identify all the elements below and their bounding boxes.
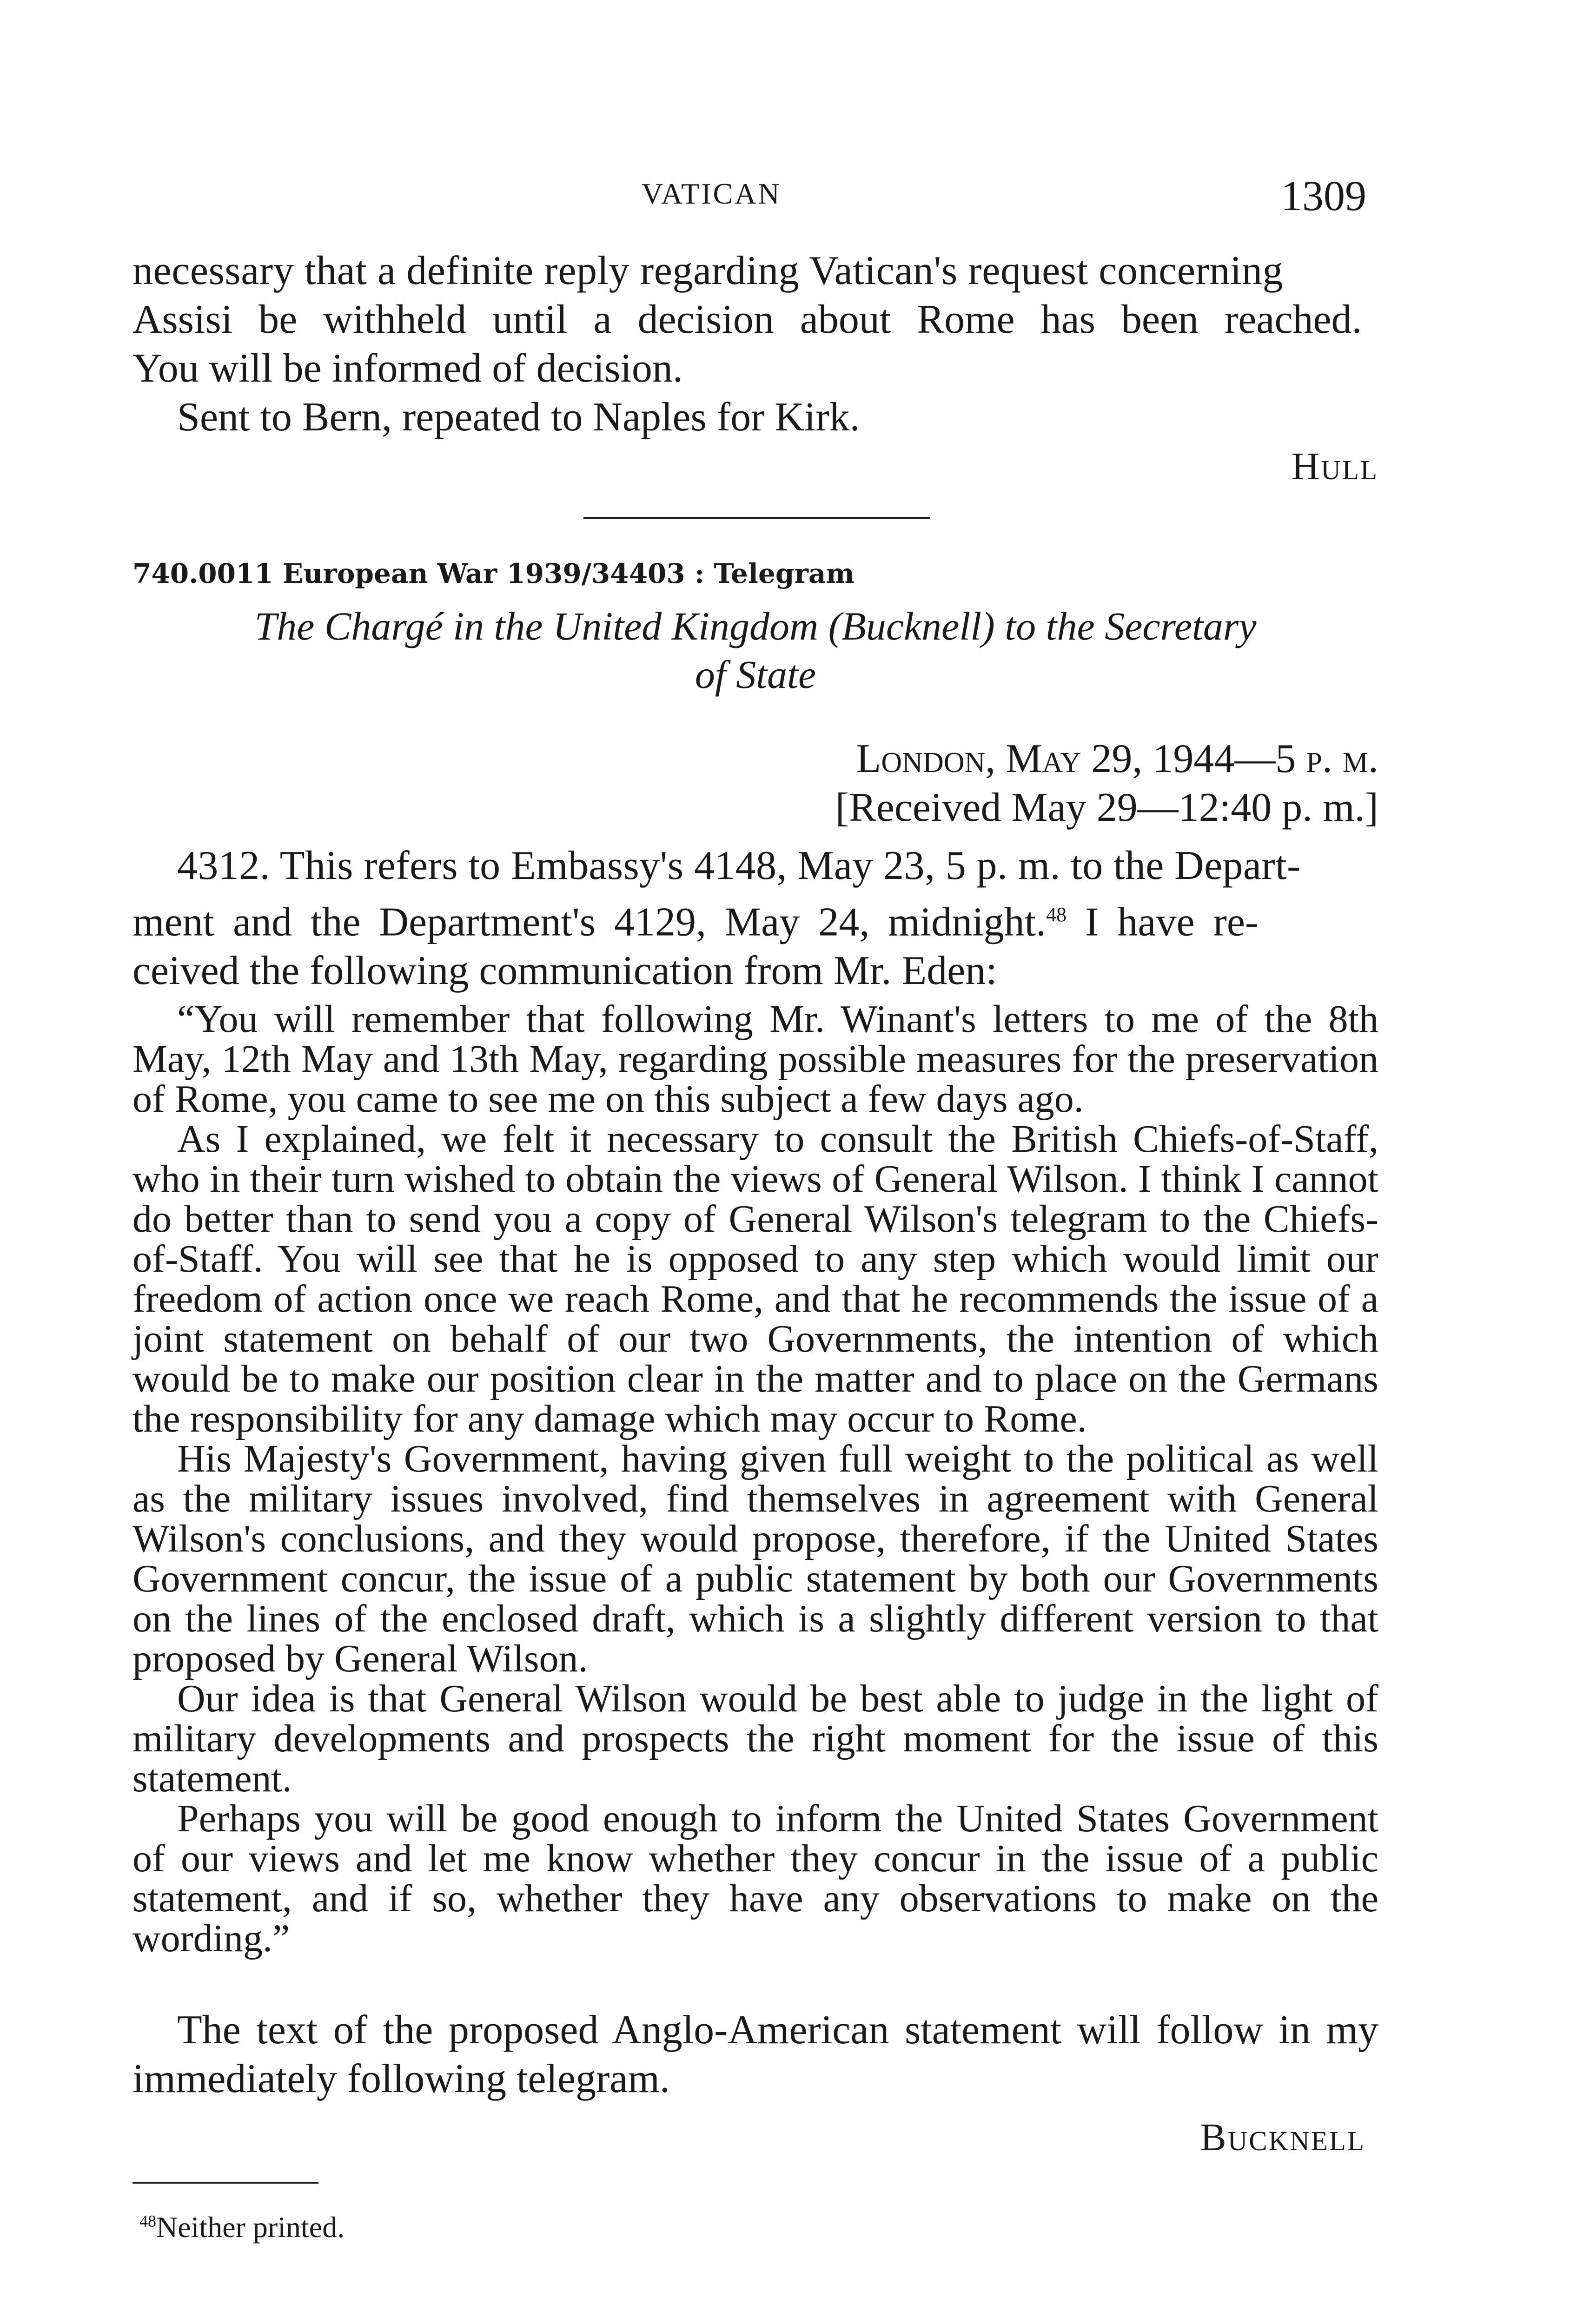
- text-line: You will be informed of decision.: [132, 346, 683, 391]
- signature-bucknell: Bucknell: [1200, 2116, 1365, 2159]
- signature-hull: Hull: [1291, 445, 1378, 488]
- text-segment: ment and the Department's 4129, May 24, midnight.: [132, 899, 1047, 945]
- quote-paragraph: “You will remember that following Mr. Winant's letters to me of the 8th May, 12th May and 13th May, regarding possible measures for the preservation of Rome, you came to see me on this subject a few days ago.: [132, 997, 1378, 1121]
- document-title-line: of State: [695, 652, 816, 697]
- running-title: VATICAN: [642, 177, 782, 210]
- quote-paragraph: Perhaps you will be good enough to inform the United States Government of our views and let me know whether they concur in the issue of a public statement, and if so, whether they have any observations to make on the wording.”: [132, 1797, 1378, 1960]
- text-segment: I have re-: [1067, 899, 1259, 945]
- closing-paragraph: [132, 2006, 1378, 2103]
- footnote: [139, 2210, 344, 2245]
- text-line: 4312. This refers to Embassy's 4148, May 23, 5 p. m. to the Depart-: [177, 843, 1301, 888]
- page-number: 1309: [1281, 172, 1366, 219]
- footnote-divider: [132, 2182, 318, 2184]
- sent-line: Sent to Bern, repeated to Naples for Kirk.: [177, 395, 860, 440]
- text-line: ceived the following communication from Mr. Eden:: [132, 948, 997, 994]
- footnote-text: Neither printed.: [156, 2211, 345, 2244]
- quote-paragraph: Our idea is that General Wilson would be best able to judge in the light of military developments and prospects the right moment for the issue of this statement.: [132, 1677, 1378, 1800]
- previous-doc-text: [132, 246, 1378, 442]
- file-reference: 740.0011 European War 1939/34403 : Telegram: [132, 558, 855, 589]
- footnote-marker: 48: [139, 2212, 156, 2231]
- quoted-communication: [132, 999, 1378, 1959]
- intro-paragraph: [132, 841, 1378, 995]
- text-line: Assisi be withheld until a decision about Rome has been reached.: [132, 297, 1362, 342]
- received-line: [Received May 29—12:40 p. m.]: [835, 785, 1378, 830]
- text-line: necessary that a definite reply regarding Vatican's request concerning: [132, 248, 1284, 293]
- dateline-place-date: London, May 29, 1944—5 p. m.: [856, 736, 1378, 781]
- footnote-reference: 48: [1046, 903, 1067, 926]
- section-divider: [583, 517, 930, 519]
- document-title: [132, 602, 1378, 699]
- running-head: [0, 172, 1570, 218]
- quote-paragraph: His Majesty's Government, having given full weight to the political as well as the military issues involved, find themselves in agreement with General Wilson's conclusions, and they would propose, therefore, if the United States Government concur, the issue of a public statement by both our Governments on the lines of the enclosed draft, which is a slightly different version to that proposed by General Wilson.: [132, 1437, 1378, 1680]
- closing-text: The text of the proposed Anglo-American statement will follow in my immediately following telegram.: [132, 2007, 1378, 2101]
- document-title-line: The Chargé in the United Kingdom (Bucknell) to the Secretary: [254, 604, 1257, 648]
- text-line: [132, 890, 1378, 946]
- quote-paragraph: As I explained, we felt it necessary to consult the British Chiefs-of-Staff, who in their turn wished to obtain the views of General Wilson. I think I cannot do better than to send you a copy of General Wilson's telegram to the Chiefs-of-Staff. You will see that he is opposed to any step which would limit our freedom of action once we reach Rome, and that he recommends the issue of a joint statement on behalf of our two Governments, the intention of which would be to make our position clear in the matter and to place on the Germans the responsibility for any damage which may occur to Rome.: [132, 1117, 1378, 1440]
- dateline: [835, 734, 1378, 832]
